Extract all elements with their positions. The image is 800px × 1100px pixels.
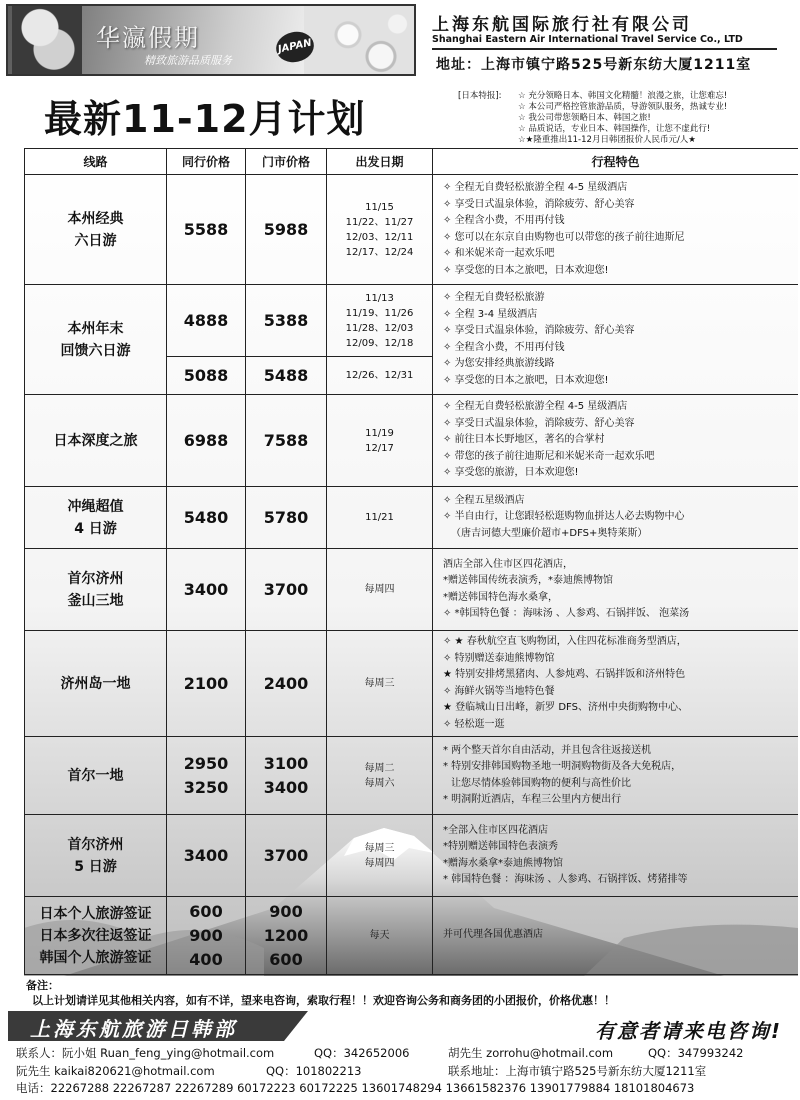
notes-heading: [日本特报]: bbox=[458, 91, 502, 101]
contact-row bbox=[16, 1080, 796, 1098]
retail-price: 5388 bbox=[246, 285, 327, 357]
japan-special-notes bbox=[458, 91, 796, 145]
route-name: 5 日游 bbox=[74, 858, 117, 875]
contact-row bbox=[16, 1063, 796, 1081]
date: 11/19 bbox=[365, 427, 394, 439]
price-value: 3250 bbox=[183, 777, 229, 797]
feature-line: ★ 特别安排烤黑猪肉、人参炖鸡、石锅拌饭和济州特色 bbox=[443, 669, 686, 680]
retail-price: 5780 bbox=[246, 487, 327, 549]
departure-dates bbox=[327, 549, 433, 631]
peer-price: 3400 bbox=[167, 549, 246, 631]
date: 12/09、12/18 bbox=[345, 337, 414, 349]
retail-price: 3700 bbox=[246, 549, 327, 631]
route-name: 釜山三地 bbox=[67, 592, 124, 609]
price-value: 3100 bbox=[263, 753, 309, 773]
department-bar bbox=[4, 1011, 796, 1041]
japan-logo-icon: JAPAN bbox=[273, 28, 316, 65]
banner-image bbox=[6, 4, 416, 76]
route-name: 回馈六日游 bbox=[60, 342, 131, 359]
route-name: 首尔济州 bbox=[67, 836, 124, 853]
route-name: 韩国个人旅游签证 bbox=[39, 949, 152, 966]
contact-person: 阮先生 kaikai820621@hotmail.com bbox=[16, 1063, 215, 1078]
date: 12/26、12/31 bbox=[345, 370, 414, 381]
table-row bbox=[25, 487, 799, 549]
route-name: 日本个人旅游签证 bbox=[39, 905, 152, 922]
price-value: 3400 bbox=[263, 777, 309, 797]
feature-line: ✧ 享受日式温泉体验，消除疲劳、舒心美容 bbox=[443, 325, 635, 336]
feature-line: *赠送韩国特色海水桑拿， bbox=[443, 591, 558, 603]
notes-list bbox=[518, 91, 727, 146]
feature-line: ✧ 全程 3-4 星级酒店 bbox=[443, 308, 538, 320]
departure-dates bbox=[327, 737, 433, 815]
feature-line: ✧ 享受日式温泉体验，消除疲劳、舒心美容 bbox=[443, 417, 635, 429]
price-value: 600 bbox=[189, 901, 223, 921]
route-cell bbox=[25, 175, 167, 285]
route-name: 首尔济州 bbox=[67, 570, 124, 587]
table-row bbox=[25, 549, 799, 631]
feature-line: ✧ 和米妮米奇一起欢乐吧 bbox=[443, 248, 555, 259]
plan-table-area bbox=[24, 148, 798, 976]
price-value: 600 bbox=[269, 949, 303, 969]
features-cell bbox=[433, 395, 799, 487]
date: 每周二 bbox=[364, 762, 395, 774]
table-row bbox=[25, 815, 799, 897]
contact-info bbox=[16, 1045, 796, 1098]
departure-dates bbox=[327, 395, 433, 487]
cherry-blossom-image bbox=[304, 6, 414, 76]
departure-dates bbox=[327, 285, 433, 357]
note-line: ☆★隆重推出11-12月日韩团报价人民币元/人★ bbox=[518, 135, 696, 145]
feature-line: ✧ 轻松逛一逛 bbox=[443, 718, 505, 730]
price-value: 400 bbox=[189, 949, 223, 969]
feature-line: *全部入住市区四花酒店 bbox=[443, 824, 548, 836]
contact-qq: QQ：342652006 bbox=[314, 1046, 410, 1060]
departure-dates bbox=[327, 631, 433, 737]
retail-price: 5988 bbox=[246, 175, 327, 285]
feature-line: ✧ 全程含小费，不用再付钱 bbox=[443, 341, 565, 353]
header-features: 行程特色 bbox=[433, 149, 799, 175]
banner-title: 华瀛假期 bbox=[96, 24, 200, 52]
date: 11/13 bbox=[365, 292, 394, 304]
date: 每周三 bbox=[364, 842, 395, 854]
feature-line: ✧ 享受日式温泉体验，消除疲劳、舒心美容 bbox=[443, 198, 635, 210]
banner-subtitle: 精致旅游品质服务 bbox=[144, 54, 232, 67]
retail-price: 7588 bbox=[246, 395, 327, 487]
feature-line: *赠送韩国传统表演秀，*泰迪熊博物馆 bbox=[443, 575, 613, 586]
route-name: 冲绳超值 bbox=[67, 498, 124, 515]
route-cell bbox=[25, 395, 167, 487]
date: 每周六 bbox=[364, 777, 395, 789]
table-row bbox=[25, 395, 799, 487]
tree-silhouette-image bbox=[12, 6, 82, 76]
departure-dates bbox=[327, 897, 433, 975]
retail-price bbox=[246, 737, 327, 815]
header-route: 线路 bbox=[25, 149, 167, 175]
route-name: 六日游 bbox=[74, 232, 117, 249]
date: 每周四 bbox=[364, 857, 395, 869]
peer-price: 5480 bbox=[167, 487, 246, 549]
date: 11/21 bbox=[365, 512, 394, 523]
date: 12/17 bbox=[365, 442, 394, 454]
features-cell bbox=[433, 737, 799, 815]
route-name: 本州经典 bbox=[67, 210, 124, 227]
table-row bbox=[25, 737, 799, 815]
table-row bbox=[25, 897, 799, 975]
tour-plan-table bbox=[24, 148, 798, 975]
retail-price: 2400 bbox=[246, 631, 327, 737]
date: 12/03、12/11 bbox=[345, 231, 414, 243]
route-name: 济州岛一地 bbox=[60, 675, 131, 692]
feature-line: 并可代理各国优惠酒店 bbox=[443, 929, 543, 941]
divider bbox=[432, 48, 777, 50]
feature-line: （唐吉诃德大型廉价超市+DFS+奥特莱斯） bbox=[451, 527, 648, 539]
feature-line: ✧ 享受您的日本之旅吧，日本欢迎您! bbox=[443, 374, 609, 386]
contact-person: 胡先生 zorrohu@hotmail.com bbox=[448, 1046, 614, 1060]
price-value: 1200 bbox=[263, 925, 309, 945]
route-name: 本州年末 bbox=[67, 320, 124, 337]
peer-price bbox=[167, 897, 246, 975]
route-cell bbox=[25, 487, 167, 549]
contact-qq: QQ：101802213 bbox=[266, 1063, 362, 1078]
route-cell bbox=[25, 285, 167, 395]
date: 每周三 bbox=[364, 678, 395, 689]
feature-line: ✧ 为您安排经典旅游线路 bbox=[443, 358, 555, 369]
feature-line: ✧ ★ 春秋航空直飞购物团，入住四花标准商务型酒店， bbox=[443, 636, 687, 647]
date: 每天 bbox=[369, 930, 390, 941]
route-cell bbox=[25, 549, 167, 631]
route-name: 日本多次往返签证 bbox=[39, 927, 152, 944]
feature-line: ✧ 全程无自费轻松旅游 bbox=[443, 292, 545, 303]
date: 11/22、11/27 bbox=[345, 216, 414, 228]
feature-line: ✧ 您可以在东京自由购物也可以带您的孩子前往迪斯尼 bbox=[443, 231, 685, 243]
date: 11/28、12/03 bbox=[345, 322, 414, 334]
retail-price: 5488 bbox=[246, 357, 327, 395]
date: 12/17、12/24 bbox=[345, 246, 414, 258]
peer-price: 3400 bbox=[167, 815, 246, 897]
feature-line: * 明洞附近酒店，车程三公里内方便出行 bbox=[443, 794, 622, 805]
features-cell bbox=[433, 175, 799, 285]
table-row bbox=[25, 631, 799, 737]
company-address: 地址：上海市镇宁路525号新东纺大厦1211室 bbox=[436, 57, 752, 73]
features-cell bbox=[433, 897, 799, 975]
price-value: 900 bbox=[189, 925, 223, 945]
date: 11/15 bbox=[365, 201, 394, 213]
date: 每周四 bbox=[364, 584, 395, 595]
departure-dates bbox=[327, 357, 433, 395]
feature-line: ★ 登临城山日出峰，新罗 DFS、济州中央街购物中心、 bbox=[443, 702, 688, 713]
feature-line: 让您尽情体验韩国购物的便利与高性价比 bbox=[451, 777, 631, 789]
route-cell bbox=[25, 737, 167, 815]
header bbox=[0, 0, 800, 80]
retail-price bbox=[246, 897, 327, 975]
feature-line: ✧ 特别赠送泰迪熊博物馆 bbox=[443, 652, 555, 664]
feature-line: 酒店全部入住市区四花酒店， bbox=[443, 558, 573, 570]
feature-line: *特别赠送韩国特色表演秀 bbox=[443, 841, 558, 852]
company-name-en: Shanghai Eastern Air International Travel Service Co., LTD bbox=[432, 34, 743, 45]
contact-row bbox=[16, 1045, 796, 1063]
note-line: ☆ 我公司带您领略日本、韩国之旅! bbox=[518, 113, 651, 123]
feature-line: ✧ 全程五星级酒店 bbox=[443, 494, 525, 506]
remark-label: 备注： bbox=[26, 979, 59, 992]
page-title: 最新11-12月计划 bbox=[44, 97, 366, 141]
peer-price: 6988 bbox=[167, 395, 246, 487]
retail-price: 3700 bbox=[246, 815, 327, 897]
departure-dates bbox=[327, 175, 433, 285]
department-name: 上海东航旅游日韩部 bbox=[30, 1017, 237, 1041]
route-name: 4 日游 bbox=[74, 520, 117, 537]
route-name: 首尔一地 bbox=[67, 767, 124, 784]
feature-line: ✧ 海鲜火锅等当地特色餐 bbox=[443, 685, 555, 697]
header-peer-price: 同行价格 bbox=[167, 149, 246, 175]
feature-line: * 韩国特色餐 ：海味汤 、人参鸡、石锅拌饭、烤猪排等 bbox=[443, 874, 688, 885]
table-row bbox=[25, 175, 799, 285]
peer-price: 5588 bbox=[167, 175, 246, 285]
note-line: ☆ 品质说话，专业日本、韩国操作，让您不虚此行! bbox=[518, 124, 711, 134]
feature-line: ✧ 享受您的日本之旅吧，日本欢迎您! bbox=[443, 264, 609, 276]
company-name-cn: 上海东航国际旅行社有限公司 bbox=[432, 15, 692, 35]
feature-line: * 两个整天首尔自由活动，并且包含往返接送机 bbox=[443, 744, 652, 756]
price-value: 2950 bbox=[183, 753, 229, 773]
note-line: ☆ 充分领略日本、韩国文化精髓！浪漫之旅，让您难忘! bbox=[518, 91, 728, 101]
feature-line: ✧ 前往日本长野地区，著名的合掌村 bbox=[443, 434, 605, 446]
feature-line: ✧ 全程无自费轻松旅游全程 4-5 星级酒店 bbox=[443, 182, 628, 193]
features-cell bbox=[433, 815, 799, 897]
route-cell bbox=[25, 897, 167, 975]
departure-dates bbox=[327, 815, 433, 897]
features-cell bbox=[433, 285, 799, 395]
feature-line: ✧ *韩国特色餐 ：海味汤 、人参鸡、石锅拌饭、 泡菜汤 bbox=[443, 608, 690, 619]
peer-price: 4888 bbox=[167, 285, 246, 357]
feature-line: ✧ 全程含小费，不用再付钱 bbox=[443, 215, 565, 226]
price-value: 900 bbox=[269, 901, 303, 921]
table-header-row bbox=[25, 149, 799, 175]
route-cell bbox=[25, 815, 167, 897]
feature-line: *赠海水桑拿*泰迪熊博物馆 bbox=[443, 857, 563, 869]
feature-line: * 特别安排韩国购物圣地一明洞购物街及各大免税店， bbox=[443, 761, 682, 772]
departure-dates bbox=[327, 487, 433, 549]
header-retail-price: 门市价格 bbox=[246, 149, 327, 175]
date: 11/19、11/26 bbox=[345, 307, 414, 319]
features-cell bbox=[433, 631, 799, 737]
contact-phones: 电话：22267288 22267287 22267289 60172223 60172225 13601748294 13661582376 13901779884 18101804673 bbox=[16, 1081, 695, 1095]
contact-person: 联系人：阮小姐 Ruan_feng_ying@hotmail.com bbox=[16, 1046, 275, 1060]
features-cell bbox=[433, 549, 799, 631]
route-name: 日本深度之旅 bbox=[53, 432, 138, 449]
peer-price: 5088 bbox=[167, 357, 246, 395]
call-us-slogan: 有意者请来电咨询! bbox=[594, 1019, 782, 1043]
contact-address: 联系地址：上海市镇宁路525号新东纺大厦1211室 bbox=[448, 1063, 707, 1078]
remark bbox=[26, 978, 615, 1008]
route-cell bbox=[25, 631, 167, 737]
feature-line: ✧ 半自由行，让您跟轻松逛购物血拼达人必去购物中心 bbox=[443, 511, 685, 523]
contact-qq: QQ：347993242 bbox=[648, 1046, 744, 1060]
note-line: ☆ 本公司严格控管旅游品质，导游领队服务，热诚专业! bbox=[518, 102, 728, 112]
feature-line: ✧ 享受您的旅游，日本欢迎您! bbox=[443, 467, 579, 479]
table-row bbox=[25, 285, 799, 357]
features-cell bbox=[433, 487, 799, 549]
peer-price bbox=[167, 737, 246, 815]
remark-text: 以上计划请详见其他相关内容，如有不详，望来电咨询，索取行程！！欢迎咨询公务和商务团的小团报价，价格优惠！！ bbox=[32, 994, 615, 1007]
feature-line: ✧ 带您的孩子前往迪斯尼和米妮米奇一起欢乐吧 bbox=[443, 450, 655, 462]
feature-line: ✧ 全程无自费轻松旅游全程 4-5 星级酒店 bbox=[443, 401, 628, 413]
header-departure-date: 出发日期 bbox=[327, 149, 433, 175]
peer-price: 2100 bbox=[167, 631, 246, 737]
